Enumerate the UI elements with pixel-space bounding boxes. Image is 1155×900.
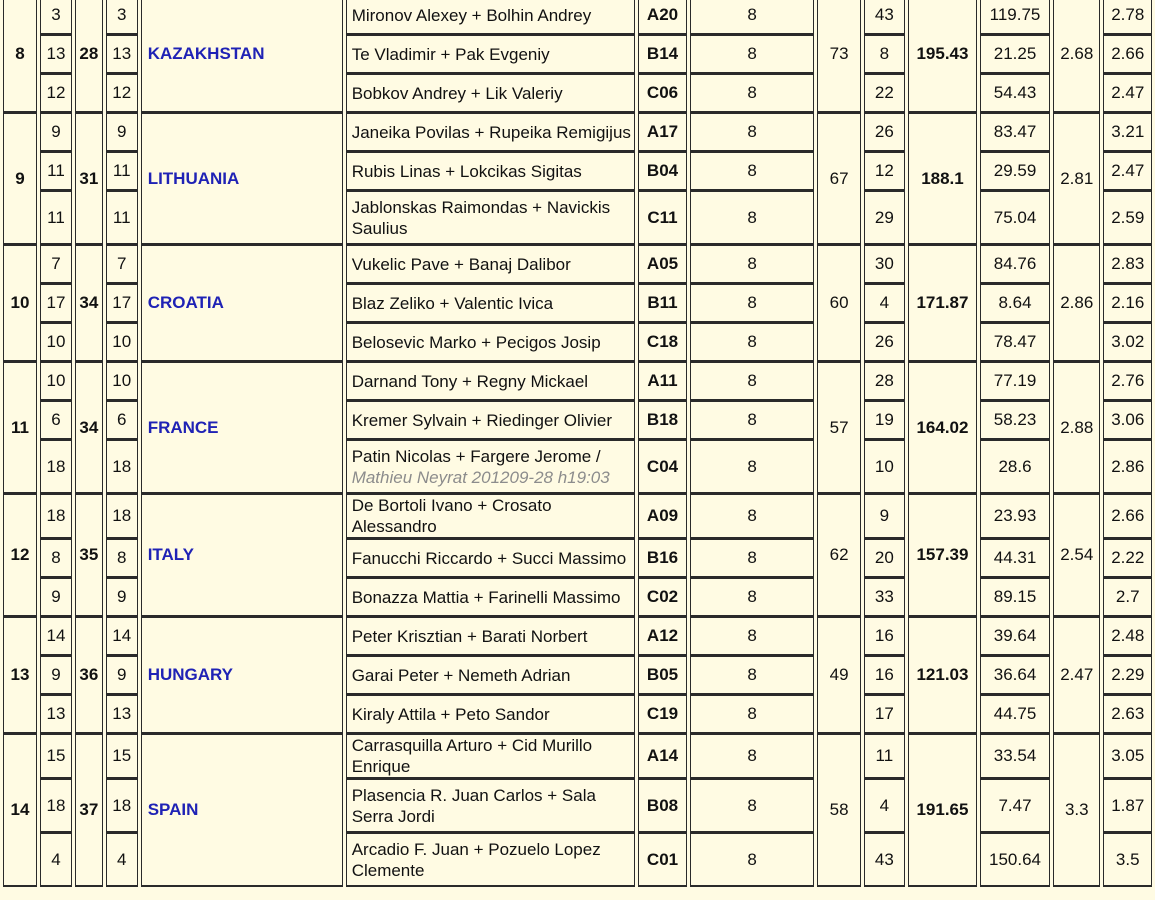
table-row [3,617,1152,656]
pair-names-cell [346,617,636,656]
pair-names: Plasencia R. Juan Carlos + Sala Serra Jordi [351,785,596,826]
pair-ratio: 2.7 [1103,578,1152,617]
results-body [3,0,1152,887]
pair-position-repeat: 14 [106,617,138,656]
pair-position-repeat: 13 [106,35,138,74]
pair-ratio: 2.47 [1103,152,1152,191]
team-column-sum: 62 [817,494,860,617]
pair-names: Garai Peter + Nemeth Adrian [351,665,571,685]
rounds: 8 [690,734,815,779]
table-id: B14 [638,35,686,74]
pair-position-repeat: 8 [106,539,138,578]
pair-points: 23.93 [980,494,1050,539]
team-total: 34 [75,245,103,362]
rounds: 8 [690,362,815,401]
table-id: A20 [638,0,686,35]
pair-position: 10 [40,323,72,362]
table-id: C06 [638,74,686,113]
pair-position: 11 [40,191,72,245]
pair-place: 30 [864,245,905,284]
pair-names: Kremer Sylvain + Riedinger Olivier [351,410,612,430]
pair-position: 4 [40,833,72,887]
pair-names-cell [346,74,636,113]
pair-points: 44.75 [980,695,1050,734]
pair-ratio: 3.02 [1103,323,1152,362]
pair-position-repeat: 11 [106,191,138,245]
pair-place: 20 [864,539,905,578]
pair-names-cell [346,401,636,440]
team-rank: 13 [3,617,37,734]
team-rank: 11 [3,362,37,494]
pair-place: 43 [864,0,905,35]
team-total: 37 [75,734,103,887]
team-average: 2.88 [1053,362,1100,494]
pair-names: Blaz Zeliko + Valentic Ivica [351,293,554,313]
team-column-sum: 73 [817,0,860,113]
team-rank: 8 [3,0,37,113]
table-id: B18 [638,401,686,440]
pair-ratio: 2.66 [1103,494,1152,539]
pair-points: 21.25 [980,35,1050,74]
pair-position-repeat: 18 [106,779,138,833]
pair-ratio: 2.83 [1103,245,1152,284]
pair-ratio: 2.22 [1103,539,1152,578]
rounds: 8 [690,695,815,734]
pair-place: 26 [864,113,905,152]
pair-ratio: 3.21 [1103,113,1152,152]
rounds: 8 [690,833,815,887]
rounds: 8 [690,284,815,323]
table-id: C02 [638,578,686,617]
table-id: B05 [638,656,686,695]
team-column-sum: 60 [817,245,860,362]
pair-names-cell [346,191,636,245]
pair-points: 44.31 [980,539,1050,578]
pair-names: Peter Krisztian + Barati Norbert [351,626,588,646]
rounds: 8 [690,35,815,74]
rounds: 8 [690,494,815,539]
pair-place: 4 [864,284,905,323]
pair-position: 3 [40,0,72,35]
pair-place: 22 [864,74,905,113]
pair-position-repeat: 10 [106,323,138,362]
table-row [3,113,1152,152]
pair-ratio: 2.76 [1103,362,1152,401]
pair-names-cell [346,113,636,152]
pair-ratio: 2.86 [1103,440,1152,494]
pair-ratio: 2.29 [1103,656,1152,695]
pair-position: 13 [40,695,72,734]
pair-names: Kiraly Attila + Peto Sandor [351,704,550,724]
pair-names-cell [346,539,636,578]
table-row [3,494,1152,539]
pair-position-repeat: 3 [106,0,138,35]
pair-position: 6 [40,401,72,440]
table-id: B04 [638,152,686,191]
pair-points: 83.47 [980,113,1050,152]
rounds: 8 [690,74,815,113]
pair-names-cell [346,695,636,734]
rounds: 8 [690,440,815,494]
pair-place: 16 [864,617,905,656]
pair-names-cell [346,245,636,284]
table-id: C11 [638,191,686,245]
pair-position: 10 [40,362,72,401]
rounds: 8 [690,0,815,35]
pair-place: 8 [864,35,905,74]
pair-position: 13 [40,35,72,74]
team-total: 31 [75,113,103,245]
pair-position: 18 [40,440,72,494]
pair-position: 7 [40,245,72,284]
pair-names-cell [346,494,636,539]
rounds: 8 [690,617,815,656]
pair-position: 15 [40,734,72,779]
team-average: 2.81 [1053,113,1100,245]
pair-position: 18 [40,779,72,833]
pair-place: 28 [864,362,905,401]
pair-position-repeat: 9 [106,578,138,617]
table-id: B11 [638,284,686,323]
pair-names: Fanucchi Riccardo + Succi Massimo [351,548,627,568]
pair-names-cell [346,734,636,779]
pair-position-repeat: 11 [106,152,138,191]
pair-names-cell [346,440,636,494]
team-score: 188.1 [908,113,977,245]
pair-place: 29 [864,191,905,245]
pair-names: Belosevic Marko + Pecigos Josip [351,332,601,352]
pair-ratio: 1.87 [1103,779,1152,833]
pair-note: Mathieu Neyrat 201209-28 h19:03 [351,467,610,487]
pair-names: Vukelic Pave + Banaj Dalibor [351,254,571,274]
pair-points: 7.47 [980,779,1050,833]
pair-ratio: 2.66 [1103,35,1152,74]
rounds: 8 [690,113,815,152]
pair-names: Carrasquilla Arturo + Cid Murillo Enrique [351,736,593,776]
pair-place: 26 [864,323,905,362]
rounds: 8 [690,245,815,284]
table-id: B16 [638,539,686,578]
pair-points: 33.54 [980,734,1050,779]
country-name: KAZAKHSTAN [141,0,343,113]
pair-points: 119.75 [980,0,1050,35]
pair-names: Arcadio F. Juan + Pozuelo Lopez Clemente [351,839,601,880]
pair-ratio: 2.47 [1103,74,1152,113]
pair-ratio: 2.63 [1103,695,1152,734]
table-id: A09 [638,494,686,539]
pair-names: Bobkov Andrey + Lik Valeriy [351,83,563,103]
pair-place: 16 [864,656,905,695]
pair-names: Patin Nicolas + Fargere Jerome / [351,446,601,466]
team-rank: 9 [3,113,37,245]
pair-names-cell [346,284,636,323]
team-column-sum: 57 [817,362,860,494]
pair-points: 29.59 [980,152,1050,191]
pair-ratio: 2.48 [1103,617,1152,656]
pair-place: 4 [864,779,905,833]
pair-names: Te Vladimir + Pak Evgeniy [351,44,550,64]
table-id: B08 [638,779,686,833]
team-average: 2.54 [1053,494,1100,617]
pair-ratio: 3.5 [1103,833,1152,887]
team-column-sum: 49 [817,617,860,734]
team-rank: 12 [3,494,37,617]
pair-place: 11 [864,734,905,779]
team-score: 157.39 [908,494,977,617]
pair-position-repeat: 17 [106,284,138,323]
pair-ratio: 2.59 [1103,191,1152,245]
country-name: ITALY [141,494,343,617]
team-score: 191.65 [908,734,977,887]
pair-position-repeat: 10 [106,362,138,401]
pair-place: 17 [864,695,905,734]
pair-position: 9 [40,113,72,152]
team-average: 2.86 [1053,245,1100,362]
pair-ratio: 2.78 [1103,0,1152,35]
pair-names-cell [346,578,636,617]
pair-points: 58.23 [980,401,1050,440]
team-score: 195.43 [908,0,977,113]
team-average: 3.3 [1053,734,1100,887]
pair-names: Bonazza Mattia + Farinelli Massimo [351,587,621,607]
table-row [3,734,1152,779]
country-name: LITHUANIA [141,113,343,245]
pair-points: 89.15 [980,578,1050,617]
pair-names: De Bortoli Ivano + Crosato Alessandro [351,496,552,536]
pair-ratio: 3.05 [1103,734,1152,779]
team-rank: 14 [3,734,37,887]
pair-names-cell [346,152,636,191]
pair-ratio: 3.06 [1103,401,1152,440]
rounds: 8 [690,191,815,245]
pair-position: 17 [40,284,72,323]
team-column-sum: 67 [817,113,860,245]
pair-points: 78.47 [980,323,1050,362]
pair-position: 14 [40,617,72,656]
pair-names-cell [346,0,636,35]
pair-points: 75.04 [980,191,1050,245]
table-id: A12 [638,617,686,656]
pair-names: Darnand Tony + Regny Mickael [351,371,589,391]
table-id: A11 [638,362,686,401]
pair-names-cell [346,35,636,74]
rounds: 8 [690,401,815,440]
pair-names-cell [346,779,636,833]
pair-position-repeat: 7 [106,245,138,284]
pair-points: 28.6 [980,440,1050,494]
table-id: C18 [638,323,686,362]
pair-position-repeat: 15 [106,734,138,779]
team-score: 121.03 [908,617,977,734]
pair-position-repeat: 18 [106,440,138,494]
pair-names-cell [346,833,636,887]
pair-names: Mironov Alexey + Bolhin Andrey [351,5,592,25]
pair-ratio: 2.16 [1103,284,1152,323]
pair-position-repeat: 18 [106,494,138,539]
rounds: 8 [690,656,815,695]
pair-points: 54.43 [980,74,1050,113]
pair-names: Janeika Povilas + Rupeika Remigijus [351,122,631,142]
team-score: 171.87 [908,245,977,362]
team-score: 164.02 [908,362,977,494]
pair-points: 150.64 [980,833,1050,887]
pair-names: Jablonskas Raimondas + Navickis Saulius [351,197,611,238]
pair-names-cell [346,323,636,362]
pair-position-repeat: 9 [106,113,138,152]
country-name: FRANCE [141,362,343,494]
pair-position: 9 [40,656,72,695]
pair-names-cell [346,362,636,401]
pair-position-repeat: 6 [106,401,138,440]
pair-names: Rubis Linas + Lokcikas Sigitas [351,161,582,181]
team-column-sum: 58 [817,734,860,887]
rounds: 8 [690,539,815,578]
country-name: HUNGARY [141,617,343,734]
pair-place: 12 [864,152,905,191]
pair-position: 18 [40,494,72,539]
country-name: SPAIN [141,734,343,887]
pair-place: 43 [864,833,905,887]
pair-position-repeat: 9 [106,656,138,695]
pair-points: 84.76 [980,245,1050,284]
table-row [3,245,1152,284]
team-total: 28 [75,0,103,113]
pair-position: 8 [40,539,72,578]
table-id: A05 [638,245,686,284]
team-average: 2.47 [1053,617,1100,734]
pair-position: 11 [40,152,72,191]
pair-position-repeat: 12 [106,74,138,113]
table-id: C19 [638,695,686,734]
pair-place: 9 [864,494,905,539]
table-id: C04 [638,440,686,494]
table-row [3,362,1152,401]
rounds: 8 [690,152,815,191]
table-row [3,0,1152,35]
pair-points: 77.19 [980,362,1050,401]
pair-position: 9 [40,578,72,617]
pair-place: 33 [864,578,905,617]
pair-position-repeat: 4 [106,833,138,887]
pair-points: 39.64 [980,617,1050,656]
team-total: 34 [75,362,103,494]
rounds: 8 [690,578,815,617]
table-id: A14 [638,734,686,779]
pair-position: 12 [40,74,72,113]
country-name: CROATIA [141,245,343,362]
pair-position-repeat: 13 [106,695,138,734]
team-total: 35 [75,494,103,617]
table-id: A17 [638,113,686,152]
table-id: C01 [638,833,686,887]
team-average: 2.68 [1053,0,1100,113]
pair-names-cell [346,656,636,695]
pair-points: 36.64 [980,656,1050,695]
pair-place: 19 [864,401,905,440]
pair-points: 8.64 [980,284,1050,323]
team-total: 36 [75,617,103,734]
team-rank: 10 [3,245,37,362]
rounds: 8 [690,779,815,833]
pair-place: 10 [864,440,905,494]
rounds: 8 [690,323,815,362]
